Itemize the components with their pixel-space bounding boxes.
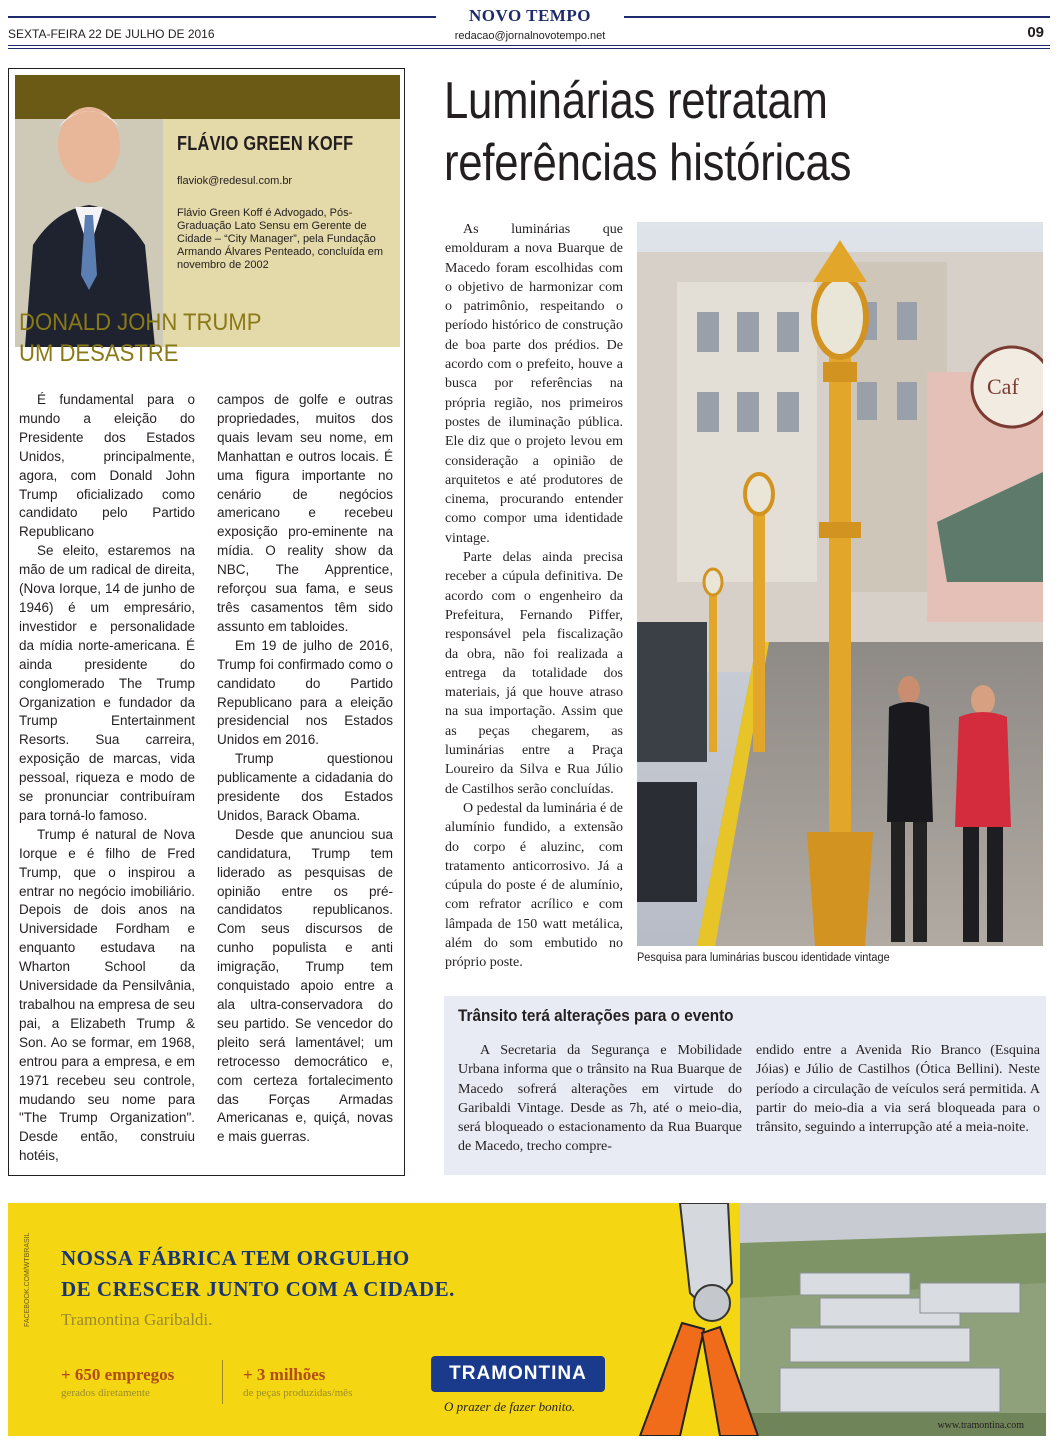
ad-subtitle: Tramontina Garibaldi. [61, 1310, 213, 1329]
column-paragraph: Se eleito, estaremos na mão de um radical de direita, (Nova Iorque, 14 de junho de 1946) é um empresário, investidor e personalidade da mídia norte-americana. É ainda presidente do conglomerado The Trump Organization e fundador da Trump Entertainment Resorts. Sua carreira, exposição de marcas, vida pessoal, riqueza e modo de se pronunciar contribuíram para torná-lo famoso. [19, 543, 195, 823]
headline-line1: Luminárias retratam [444, 72, 828, 130]
ad-stat-production: + 3 milhões [243, 1365, 326, 1384]
ad-stat-production-label: de peças produzidas/mês [243, 1387, 353, 1399]
column-title [19, 307, 261, 369]
ad-website: www.tramontina.com [937, 1420, 1024, 1431]
header-divider [8, 45, 1050, 46]
column-paragraph: É fundamental para o mundo a eleição do Presidente dos Estados Unidos, principalmente, agora, com Donald John Trump oficializado como candidato pelo Partido Republicano [19, 392, 195, 540]
article-photo [637, 222, 1043, 946]
column-title-line1: DONALD JOHN TRUMP [19, 309, 262, 336]
page-number: 09 [1027, 24, 1044, 41]
opinion-column [8, 68, 405, 1176]
street-lamps-photo [637, 222, 1043, 946]
article-paragraph: O pedestal da luminária é de alumínio fundido, a extensão do corpo é aluzinc, com tratamento anticorrosivo. Já a cúpula do poste é de alumínio, com refrator acrílico e com lâmpada de 150 watt metálica, além do som embutido no próprio poste. [445, 800, 623, 971]
article-paragraph: Parte delas ainda precisa receber a cúpula definitiva. De acordo com o engenheiro da Prefeitura, Fernando Piffer, responsável pela fiscalização da obra, não foi realizada a entrega da totalidade dos materiais, já que houve atraso na sua importação. Assim que as peças chegarem, as luminárias entre a Praça Loureiro da Silva e Rua Júlio de Castilhos serão concluídas. [445, 550, 623, 797]
column-text-2 [217, 391, 393, 1147]
newsroom-email: redacao@jornalnovotempo.net [454, 30, 606, 42]
ad-social-handle: FACEBOOK.COM/WTBRASIL [24, 1232, 31, 1327]
column-text-1 [19, 391, 195, 1166]
photo-caption: Pesquisa para luminárias buscou identidade vintage [637, 952, 890, 964]
ad-stat-employees-label: gerados diretamente [61, 1387, 150, 1399]
ad-headline-line1: NOSSA FÁBRICA TEM ORGULHO [61, 1246, 410, 1270]
header-rule-right [624, 16, 1050, 18]
article-body [445, 220, 623, 973]
article-headline [444, 70, 948, 194]
traffic-title: Trânsito terá alterações para o evento [458, 1006, 734, 1025]
ad-stat-divider [222, 1360, 223, 1404]
column-paragraph: Trump questionou publicamente a cidadania do presidente dos Estados Unidos, Barack Obama. [217, 751, 393, 823]
traffic-notice-box [444, 996, 1046, 1175]
author-name: FLÁVIO GREEN KOFF [177, 133, 354, 155]
ad-stat-employees: + 650 empregos [61, 1365, 175, 1384]
author-email: flaviok@redesul.com.br [177, 175, 293, 187]
newspaper-brand: NOVO TEMPO [469, 6, 591, 25]
article-paragraph: As luminárias que emolduram a nova Buarque de Macedo foram escolhidas com o objetivo de harmonizar com o patrimônio, respeitando o período histórico de construção de boa parte dos prédios. De acordo com o prefeito, houve a busca por referências na própria região, nos primeiros postes de iluminação pública. Ele diz que o projeto levou em consideração a opinião de arquitetos e até produtores de cinema, procurando entender como compor uma identidade vintage. [445, 222, 623, 546]
header-divider-secondary [8, 48, 1050, 49]
tramontina-logo: TRAMONTINA [431, 1356, 605, 1392]
header-rule-left [8, 16, 436, 18]
author-bio: Flávio Green Koff é Advogado, Pós-Graduação Lato Sensu em Gerente de Cidade – “City Manager”, pela Fundação Armando Álvares Penteado, concluída em novembro de 2002 [177, 207, 384, 271]
ad-headline-line2: DE CRESCER JUNTO COM A CIDADE. [61, 1277, 455, 1301]
traffic-text-2: endido entre a Avenida Rio Branco (Esquina Jóias) e Júlio de Castilhos (Ótica Bellini). Neste período a circulação de veículos será permitida. A partir do meio-dia a via será bloqueada para o trânsito, seguindo a interrupção até a meia-noite. [756, 1043, 1040, 1136]
ad-slogan: O prazer de fazer bonito. [444, 1399, 576, 1414]
column-paragraph: Trump é natural de Nova Iorque e é filho de Fred Trump, que o inspirou a entrar no negócio imobiliário. Depois de dois anos na Universidade Fordham e enquanto estudava na Wharton School da Universidade da Pensilvânia, trabalhou na empresa de seu pai, a Elizabeth Trump & Son. Ao se formar, em 1968, entrou para a empresa, e em 1971 recebeu seu controle, mudando seu nome para "The Trump Organization". Desde então, construiu hotéis, [19, 826, 195, 1164]
traffic-text-1: A Secretaria da Segurança e Mobilidade Urbana informa que o trânsito na Rua Buarque de Macedo sofrerá alterações em virtude do Garibaldi Vintage. Desde as 7h, até o meio-dia, será bloqueado o estacionamento da Rua Buarque de Macedo, trecho compre- [458, 1043, 742, 1155]
ad-headline [61, 1243, 455, 1305]
column-paragraph: Em 19 de julho de 2016, Trump foi confirmado como o candidato do Partido Republicano para a eleição presidencial nos Estados Unidos em 2016. [217, 637, 393, 748]
headline-line2: referências históricas [444, 134, 852, 192]
column-title-line2: UM DESASTRE [19, 340, 179, 367]
tramontina-advertisement [8, 1203, 1046, 1436]
column-paragraph: Desde que anunciou sua candidatura, Trump tem liderado as pesquisas de opinião entre os pré-candidatos republicanos. Com seus discursos de cunho populista e anti imigração, Trump tem conquistado apoio entre a ala ultra-conservadora do seu partido. Se vencedor do pleito será lamentável; um retrocesso democrático e, com certeza fortalecimento das Forças Armadas Americanas e, quiçá, novas e mais guerras. [217, 826, 393, 1145]
factory-and-pliers-image [620, 1203, 1046, 1436]
cafe-sign-text: Caf [987, 374, 1019, 399]
column-paragraph: campos de golfe e outras propriedades, muitos dos quais levam seu nome, em Manhattan e outros locais. É uma figura importante no cenário de negócios americano e recebeu exposição pro-eminente na mídia. O reality show da NBC, The Apprentice, reforçou sua fama, e seus três casamentos têm sido assunto em tabloides. [217, 392, 393, 634]
issue-date: SEXTA-FEIRA 22 DE JULHO DE 2016 [8, 27, 215, 41]
